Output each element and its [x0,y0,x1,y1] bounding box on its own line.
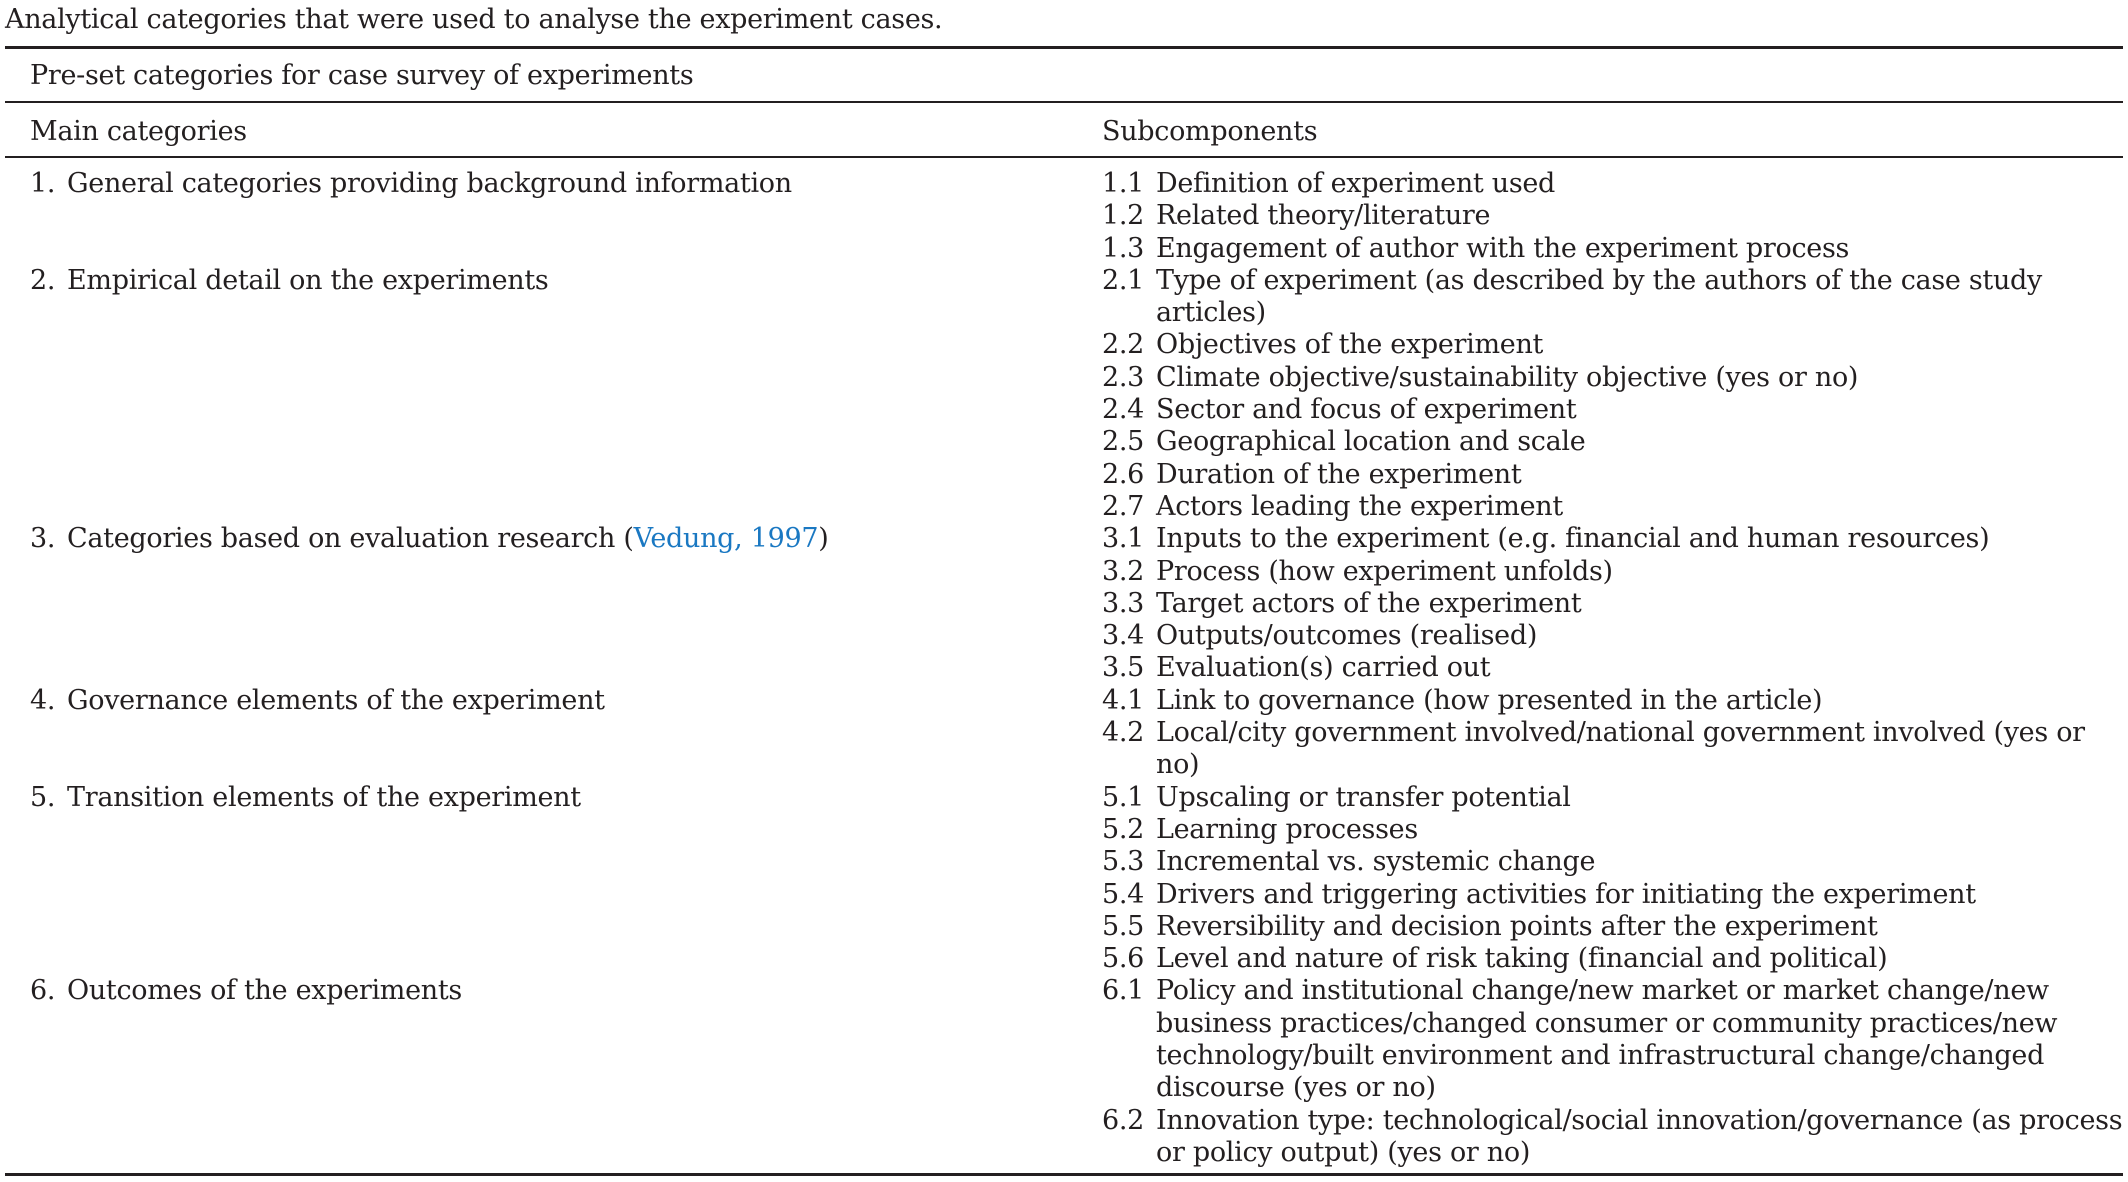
table-row [0,523,2128,684]
subcomponent-item [1102,975,2128,1104]
subcomponent-text: Innovation type: technological/social innovation/governance (as process or policy output) (yes or no) [1156,1104,2123,1168]
subcomponent-item [1102,233,2128,265]
subcomponent-text: Upscaling or transfer potential [1156,781,1571,813]
subcomponent-number: 1.3 [1102,232,1145,264]
header-main-categories: Main categories [30,116,247,147]
subcomponent-text: Type of experiment (as described by the authors of the case study articles) [1156,264,2042,329]
subcomponent-number: 1.2 [1102,200,1145,232]
subcomponents-list [1102,782,2128,976]
subcomponent-number: 4.2 [1102,717,1145,749]
subcomponent-number: 6.2 [1102,1104,1145,1136]
category-number: 5. [30,781,56,813]
subcomponent-item [1102,329,2128,361]
subcomponent-item [1102,814,2128,846]
table-row [0,265,2128,523]
subcomponent-text: Incremental vs. systemic change [1156,846,1596,878]
table-row [0,975,2128,1169]
category-label: Governance elements of the experiment [67,684,605,716]
subcomponent-text: Target actors of the experiment [1156,587,1582,619]
preset-title: Pre-set categories for case survey of experiments [30,60,694,91]
subcomponent-number: 2.7 [1102,490,1145,522]
subcomponent-item [1102,200,2128,232]
subcomponent-text: Actors leading the experiment [1156,490,1563,522]
category-number: 1. [30,168,56,199]
subcomponent-item [1102,685,2128,717]
subcomponent-item [1102,1105,2128,1170]
table-body [0,168,2128,1169]
subcomponent-number: 3.4 [1102,620,1145,652]
subcomponent-number: 6.1 [1102,975,1145,1007]
subcomponent-number: 2.3 [1102,361,1145,393]
subcomponent-text: Engagement of author with the experiment process [1156,232,1850,264]
table-caption: Analytical categories that were used to analyse the experiment cases. [5,4,943,35]
subcomponent-item [1102,911,2128,943]
subcomponent-number: 5.3 [1102,846,1145,878]
category-label: Outcomes of the experiments [67,975,462,1007]
category-label-end: ) [818,523,829,555]
subcomponent-text: Geographical location and scale [1156,426,1586,458]
subcomponent-number: 2.4 [1102,394,1145,426]
subcomponent-item [1102,426,2128,458]
subcomponent-item [1102,943,2128,975]
subcomponent-item [1102,394,2128,426]
subcomponent-text: Policy and institutional change/new market or market change/new business practices/changed consumer or community practices/new technology/built environment and infrastructural change/changed discourse (yes or no) [1156,975,2058,1104]
subcomponent-text: Reversibility and decision points after the experiment [1156,910,1878,942]
main-category [0,782,1102,976]
subcomponent-item [1102,362,2128,394]
main-category [0,975,1102,1169]
top-rule [5,46,2123,49]
category-number: 3. [30,523,56,555]
subcomponent-item [1102,588,2128,620]
subcomponent-number: 4.1 [1102,684,1145,716]
citation-link[interactable]: Vedung, 1997 [633,523,819,555]
table-row [0,685,2128,782]
subcomponent-text: Link to governance (how presented in the article) [1156,684,1823,716]
subcomponent-number: 2.5 [1102,426,1145,458]
subcomponent-text: Drivers and triggering activities for initiating the experiment [1156,878,1976,910]
category-label: General categories providing background information [67,168,792,199]
subcomponent-item [1102,523,2128,555]
header-subcomponents: Subcomponents [1102,116,1318,147]
subcomponents-list [1102,523,2128,684]
subcomponent-text: Definition of experiment used [1156,168,1556,199]
subcomponent-item [1102,620,2128,652]
subcomponent-number: 5.1 [1102,781,1145,813]
subcomponent-text: Outputs/outcomes (realised) [1156,620,1538,652]
subcomponent-item [1102,782,2128,814]
subcomponent-number: 5.6 [1102,943,1145,975]
category-number: 4. [30,684,56,716]
subcomponent-text: Local/city government involved/national government involved (yes or no) [1156,717,2085,781]
category-number: 2. [30,264,56,296]
category-label: Empirical detail on the experiments [67,264,549,296]
subcomponents-list [1102,265,2128,523]
subcomponent-item [1102,168,2128,200]
subcomponent-text: Related theory/literature [1156,200,1491,232]
subcomponent-number: 1.1 [1102,168,1145,199]
subcomponent-number: 2.6 [1102,458,1145,490]
subcomponent-item [1102,556,2128,588]
subcomponent-text: Learning processes [1156,813,1418,845]
subcomponents-list [1102,685,2128,782]
category-label: Transition elements of the experiment [67,781,581,813]
subcomponent-text: Objectives of the experiment [1156,329,1544,361]
subcomponents-list [1102,168,2128,265]
table-row [0,168,2128,265]
subcomponent-item [1102,846,2128,878]
preset-rule [5,101,2123,103]
subcomponent-number: 3.1 [1102,523,1145,555]
category-label: Categories based on evaluation research ( [67,523,634,555]
table-row [0,782,2128,976]
subcomponent-number: 2.1 [1102,264,1145,296]
subcomponent-item [1102,717,2128,782]
bottom-rule [5,1173,2123,1176]
subcomponent-text: Climate objective/sustainability objective (yes or no) [1156,361,1859,393]
subcomponent-item [1102,879,2128,911]
subcomponent-number: 5.2 [1102,813,1145,845]
subcomponent-text: Inputs to the experiment (e.g. financial and human resources) [1156,523,1990,555]
subcomponent-text: Level and nature of risk taking (financial and political) [1156,943,1888,975]
subcomponent-number: 3.3 [1102,587,1145,619]
category-number: 6. [30,975,56,1007]
subcomponent-number: 5.4 [1102,878,1145,910]
main-category [0,685,1102,782]
subcomponent-item [1102,265,2128,330]
subcomponent-item [1102,491,2128,523]
subcomponent-text: Sector and focus of experiment [1156,394,1577,426]
subcomponent-item [1102,652,2128,684]
subcomponent-text: Evaluation(s) carried out [1156,652,1491,684]
subcomponent-text: Process (how experiment unfolds) [1156,555,1613,587]
subcomponent-item [1102,459,2128,491]
subcomponent-number: 5.5 [1102,910,1145,942]
main-category [0,523,1102,684]
subcomponent-number: 2.2 [1102,329,1145,361]
main-category [0,168,1102,265]
main-category [0,265,1102,523]
header-rule [5,156,2123,158]
subcomponent-number: 3.5 [1102,652,1145,684]
subcomponent-text: Duration of the experiment [1156,458,1522,490]
subcomponent-number: 3.2 [1102,555,1145,587]
subcomponents-list [1102,975,2128,1169]
